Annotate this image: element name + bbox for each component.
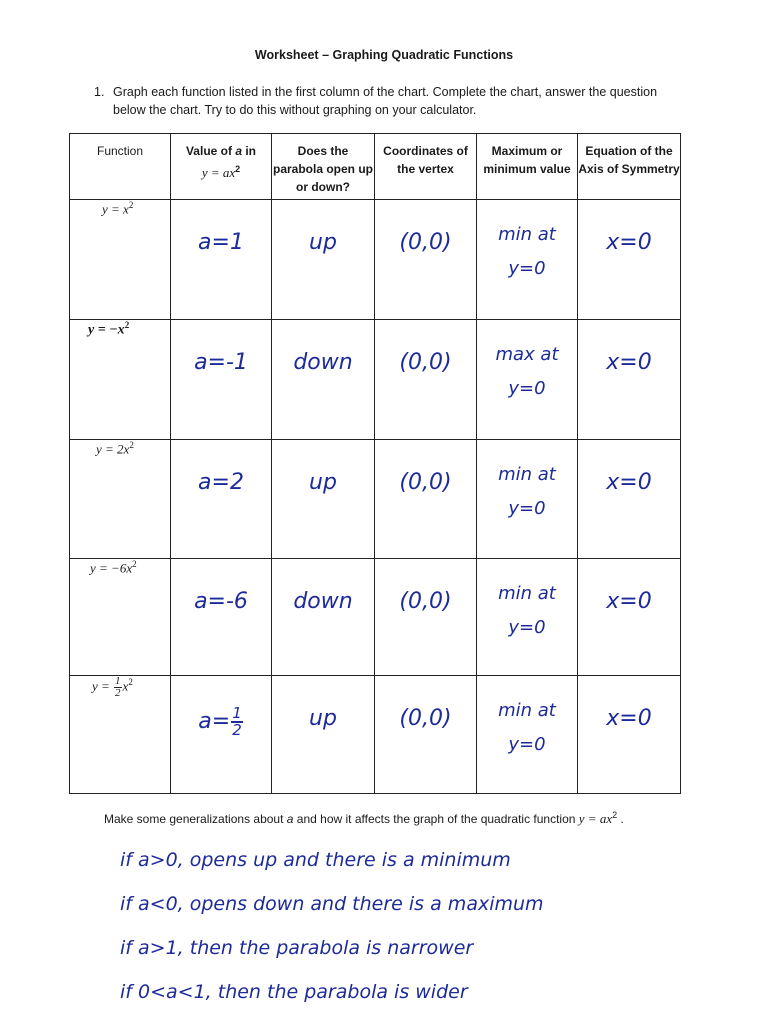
opens-cell [272,200,375,320]
function-text: y = 2x [96,441,130,457]
opens-value: down [293,350,353,375]
function-text: y = −x [88,322,125,338]
answer-line: if a>0, opens up and there is a minimum [120,849,511,871]
maxmin-value-2: y=0 [508,378,546,399]
maxmin-cell [477,559,578,676]
header-maxmin: Maximum or minimum value [477,134,578,200]
answer-line: if a>1, then the parabola is narrower [120,937,474,959]
header-value-a-var: a [235,144,243,158]
generalization-var: a [286,812,294,826]
generalization-prompt [104,810,704,827]
vertex-cell [375,676,477,794]
maxmin-value-1: max at [495,344,559,365]
answer-line: if a<0, opens down and there is a maximum [120,893,544,915]
instruction-line-2: below the chart. Try to do this without graphing on your calculator. [113,103,477,117]
function-text: y = x [102,201,129,217]
header-value-of-a [171,134,272,200]
generalization-text-2: and how it affects the graph of the quadratic function [293,812,579,826]
generalization-answers [120,840,680,1016]
header-formula-exp: 2 [235,164,241,174]
a-value: a=1 [198,230,244,255]
answer-line: if 0<a<1, then the parabola is wider [120,981,468,1003]
header-value-a-text-2: in [242,144,257,158]
instruction [94,83,694,119]
vertex-cell [375,320,477,440]
generalization-formula-exp: 2 [612,810,618,820]
a-value: a=2 [198,470,244,495]
vertex-value: (0,0) [399,470,452,495]
axis-cell [578,676,681,794]
function-exp: 2 [128,200,134,210]
opens-cell [272,676,375,794]
table-header-row [70,134,681,200]
table-row [70,320,681,440]
function-prefix: y = [92,678,110,694]
worksheet-title: Worksheet – Graphing Quadratic Functions [254,48,514,62]
opens-value: up [309,706,337,731]
opens-value: down [293,589,353,614]
maxmin-cell [477,676,578,794]
maxmin-value-1: min at [498,583,556,604]
function-exp: 2 [132,559,137,569]
function-exp: 2 [128,677,133,688]
opens-cell [272,440,375,559]
opens-value: up [309,470,337,495]
maxmin-value-2: y=0 [508,258,546,279]
header-opens: Does the parabola open up or down? [272,134,375,200]
a-prefix: a= [198,709,231,734]
axis-value: x=0 [606,230,652,255]
axis-value: x=0 [606,589,652,614]
a-value-cell [171,440,272,559]
header-vertex: Coordinates of the vertex [375,134,477,200]
maxmin-value-1: min at [498,224,556,245]
maxmin-cell [477,320,578,440]
generalization-text-1: Make some generalizations about [104,812,287,826]
maxmin-value-1: min at [498,700,556,721]
header-value-a-text-1: Value of [185,144,236,158]
instruction-number: 1. [94,85,105,99]
maxmin-cell [477,440,578,559]
header-function: Function [70,134,171,200]
maxmin-value-2: y=0 [508,498,546,519]
a-value-cell [171,559,272,676]
function-cell [70,559,171,676]
a-value: a=-1 [194,350,248,375]
a-value: a=-6 [194,589,248,614]
function-var: x [122,678,129,694]
function-fraction [114,676,122,699]
a-fraction-num: 1 [232,704,242,722]
axis-cell [578,200,681,320]
a-value-cell [171,320,272,440]
a-fraction [231,706,243,738]
axis-cell [578,320,681,440]
generalization-end: . [617,812,624,826]
table-row [70,676,681,794]
table-row [70,200,681,320]
vertex-value: (0,0) [399,589,452,614]
opens-cell [272,559,375,676]
maxmin-cell [477,200,578,320]
function-cell [70,440,171,559]
opens-cell [272,320,375,440]
axis-value: x=0 [606,350,652,375]
table-row [70,440,681,559]
vertex-value: (0,0) [399,706,452,731]
vertex-cell [375,559,477,676]
function-fraction-den: 2 [115,687,121,699]
table-row [70,559,681,676]
vertex-cell [375,440,477,559]
generalization-formula: y = ax [578,811,613,826]
axis-value: x=0 [606,706,652,731]
a-value-cell [171,200,272,320]
function-exp: 2 [129,440,134,450]
a-fraction-den: 2 [232,721,242,739]
vertex-cell [375,200,477,320]
header-formula: y = ax [201,165,236,180]
function-cell [70,676,171,794]
maxmin-value-2: y=0 [508,734,546,755]
axis-cell [578,559,681,676]
quadratic-chart-table [69,133,681,794]
function-exp: 2 [124,320,130,330]
maxmin-value-1: min at [498,464,556,485]
vertex-value: (0,0) [399,350,452,375]
header-axis: Equation of the Axis of Symmetry [578,134,681,200]
vertex-value: (0,0) [399,230,452,255]
opens-value: up [309,230,337,255]
axis-cell [578,440,681,559]
axis-value: x=0 [606,470,652,495]
function-text: y = −6x [90,560,133,576]
instruction-line-1: Graph each function listed in the first column of the chart. Complete the chart, answer the question [113,85,658,99]
function-cell [70,200,171,320]
maxmin-value-2: y=0 [508,617,546,638]
function-cell [70,320,171,440]
a-value [171,706,271,738]
a-value-cell [171,676,272,794]
function-fraction-num: 1 [115,675,121,687]
